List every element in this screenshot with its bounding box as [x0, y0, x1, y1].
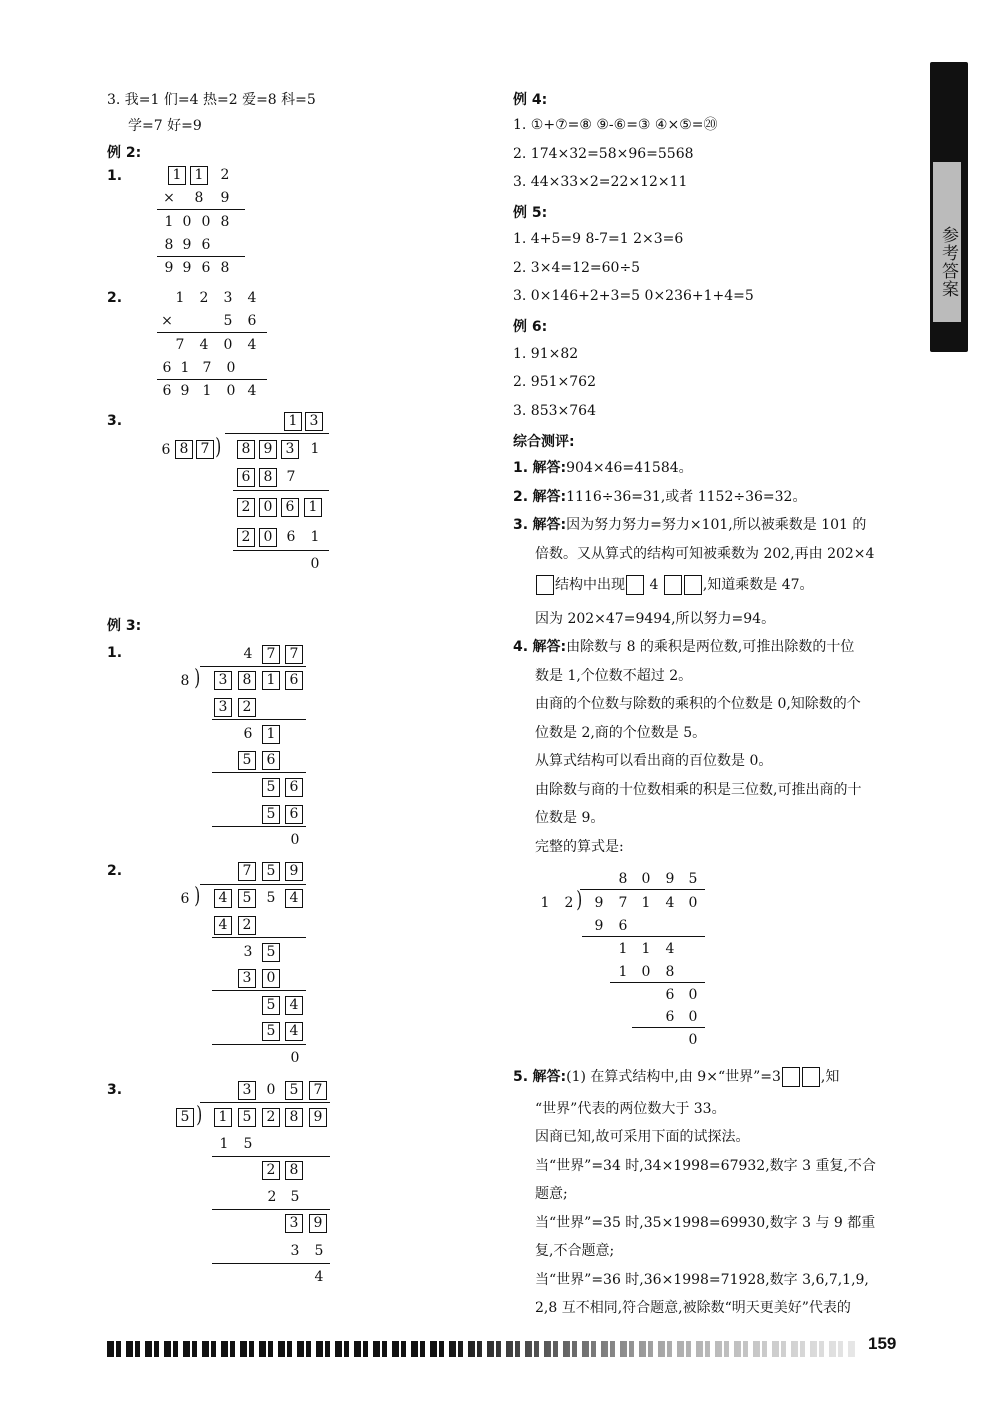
answer-5-line4: 当“世界”=34 时,34×1998=67932,数字 3 重复,不合 [535, 1158, 876, 1174]
digit-box: 8 [285, 1108, 303, 1127]
answer-text: 1116÷36=31,或者 1152÷36=32。 [566, 489, 807, 505]
side-tab-label: 参考答案 [938, 226, 958, 298]
division-bracket: ) [196, 1103, 203, 1128]
answer-5-line7: 复,不合题意; [535, 1243, 615, 1259]
digit: 0 [226, 360, 236, 376]
rule [157, 379, 267, 380]
digit-box: 2 [238, 916, 256, 935]
example3-heading: 例 3: [107, 618, 142, 634]
digit-box: 9 [309, 1214, 327, 1233]
digit: 9 [594, 895, 604, 911]
rule [212, 1044, 306, 1045]
digit: 1 [310, 529, 320, 545]
rule [212, 1209, 330, 1210]
rule [233, 550, 329, 551]
digit-box: 3 [214, 698, 232, 717]
answer-label: 解答: [532, 639, 567, 655]
answer-text: 4 [649, 577, 659, 593]
answer-4-line5: 从算式结构可以看出商的百位数是 0。 [535, 753, 773, 769]
answer-label: 解答: [532, 1069, 567, 1085]
digit-box: 2 [237, 498, 255, 517]
digit-box: 3 [305, 412, 323, 431]
rule [157, 256, 245, 257]
answer-text: ,知道乘数是 47。 [702, 577, 814, 593]
digit: 0 [223, 337, 233, 353]
digit: 9 [594, 918, 604, 934]
digit-box: 1 [284, 412, 302, 431]
digit: 7 [202, 360, 212, 376]
answer-4-line8: 完整的算式是: [535, 839, 624, 855]
digit-box: 8 [259, 468, 277, 487]
e3-item2-number: 2. [107, 863, 123, 879]
ex6-line3: 3. 853×764 [513, 403, 596, 419]
digit: 5 [223, 313, 233, 329]
digit-box: 3 [285, 1214, 303, 1233]
digit: 1 [175, 290, 185, 306]
answer-1 [513, 459, 693, 477]
example5-heading: 例 5: [513, 205, 548, 221]
digit: 9 [182, 260, 192, 276]
digit: 4 [243, 646, 253, 662]
answer-5-line6: 当“世界”=35 时,35×1998=69930,数字 3 与 9 都重 [535, 1215, 876, 1231]
answer-text: 结构中出现 [555, 577, 625, 593]
answer-text: 904×46=41584。 [566, 460, 693, 476]
digit-box: 9 [259, 440, 277, 459]
answer-text: 由除数与 8 的乘积是两位数,可推出除数的十位 [566, 639, 855, 655]
digit: 8 [180, 673, 190, 689]
digit: 4 [665, 895, 675, 911]
digit: 6 [161, 442, 171, 458]
digit: 0 [688, 1009, 698, 1025]
rule [157, 209, 245, 210]
e3-item1-number: 1. [107, 645, 123, 661]
digit: 6 [286, 529, 296, 545]
answer-label: 解答: [532, 489, 567, 505]
answer-5-line9: 2,8 互不相同,符合题意,被除数“明天更美好”代表的 [535, 1300, 851, 1316]
digit: 3 [243, 944, 253, 960]
digit: 3 [290, 1243, 300, 1259]
digit-box: 4 [285, 1022, 303, 1041]
digit: 0 [641, 871, 651, 887]
digit: 0 [290, 832, 300, 848]
division-bracket: ) [194, 884, 201, 909]
digit: 0 [688, 987, 698, 1003]
answer-4-line4: 位数是 2,商的个位数是 5。 [535, 725, 707, 741]
digit-box: 7 [196, 440, 214, 459]
digit: 0 [266, 1082, 276, 1098]
digit-box: 8 [237, 440, 255, 459]
rule [212, 937, 306, 938]
digit: 9 [220, 190, 230, 206]
rule [610, 982, 705, 983]
q3-line1: 3. 我=1 们=4 热=2 爱=8 科=5 [107, 92, 316, 108]
side-tab-panel [933, 162, 961, 322]
answer-5-line2: “世界”代表的两位数大于 33。 [535, 1101, 726, 1117]
digit-box: 3 [214, 671, 232, 690]
digit-box: 4 [214, 916, 232, 935]
digit-box: 2 [238, 698, 256, 717]
digit-box: 5 [285, 1081, 303, 1100]
digit: 6 [243, 726, 253, 742]
digit: 0 [226, 383, 236, 399]
answer-3 [513, 516, 866, 534]
blank-box [626, 575, 644, 595]
division-bracket: ) [194, 666, 201, 691]
rule [212, 719, 306, 720]
digit: 1 [540, 895, 550, 911]
division-bar [200, 1102, 330, 1103]
digit-box: 6 [285, 671, 303, 690]
blank-box [802, 1067, 820, 1087]
digit: 1 [219, 1136, 229, 1152]
digit: 5 [243, 1136, 253, 1152]
ex4-line1: 1. ①+⑦=⑧ ⑨-⑥=③ ④×⑤=⑳ [513, 117, 718, 133]
digit: 4 [665, 941, 675, 957]
review-heading: 综合测评: [513, 434, 575, 450]
digit: 1 [164, 214, 174, 230]
digit-box: 6 [285, 778, 303, 797]
digit: 8 [665, 964, 675, 980]
digit-box: 7 [285, 645, 303, 664]
rule [582, 936, 705, 937]
ex5-line2: 2. 3×4=12=60÷5 [513, 260, 641, 276]
ex5-line3: 3. 0×146+2+3=5 0×236+1+4=5 [513, 288, 754, 304]
digit-box: 7 [262, 645, 280, 664]
rule [212, 990, 306, 991]
digit-box: 5 [262, 943, 280, 962]
e3-item3-number: 3. [107, 1082, 123, 1098]
digit-box: 0 [259, 528, 277, 547]
answer-number: 1. [513, 460, 529, 476]
answer-label: 解答: [532, 460, 567, 476]
digit-box: 5 [262, 778, 280, 797]
digit: 1 [618, 964, 628, 980]
rule [212, 1156, 330, 1157]
answer-4-line6: 由除数与商的十位数相乘的积是三位数,可推出商的十 [535, 782, 862, 798]
digit: 6 [618, 918, 628, 934]
digit-box: 1 [214, 1108, 232, 1127]
digit: 4 [247, 290, 257, 306]
digit: 2 [564, 895, 574, 911]
e2-item1-number: 1. [107, 168, 123, 184]
answer-number: 5. [513, 1069, 529, 1085]
digit-box: 2 [262, 1108, 280, 1127]
digit-box: 7 [238, 862, 256, 881]
digit-box: 4 [214, 889, 232, 908]
times-sign: × [161, 313, 173, 329]
digit: 5 [688, 871, 698, 887]
digit-box: 3 [281, 440, 299, 459]
digit-box: 0 [262, 969, 280, 988]
times-sign: × [163, 190, 175, 206]
digit: 4 [199, 337, 209, 353]
division-bar [580, 889, 705, 890]
answer-5-line8: 当“世界”=36 时,36×1998=71928,数字 3,6,7,1,9, [535, 1272, 869, 1288]
ex6-line2: 2. 951×762 [513, 374, 596, 390]
division-bar [200, 884, 306, 885]
digit: 1 [641, 941, 651, 957]
digit: 1 [310, 441, 320, 457]
digit: 6 [247, 313, 257, 329]
digit: 0 [688, 1032, 698, 1048]
digit: 4 [247, 383, 257, 399]
answer-5-line3: 因商已知,故可采用下面的试探法。 [535, 1129, 750, 1145]
digit: 1 [618, 941, 628, 957]
footer-arrow-strip [107, 1341, 855, 1357]
e2-item2-number: 2. [107, 290, 123, 306]
digit-box: 1 [304, 498, 322, 517]
digit: 7 [286, 469, 296, 485]
digit-box: 8 [175, 440, 193, 459]
digit: 3 [223, 290, 233, 306]
division-bar [225, 433, 329, 434]
answer-text: 因为努力努力=努力×101,所以被乘数是 101 的 [566, 517, 867, 533]
page-number: 159 [868, 1334, 897, 1353]
digit-box: 5 [262, 1022, 280, 1041]
digit-box: 6 [281, 498, 299, 517]
digit: 7 [618, 895, 628, 911]
digit: 0 [641, 964, 651, 980]
example4-heading: 例 4: [513, 92, 548, 108]
digit: 8 [164, 237, 174, 253]
digit: 1 [641, 895, 651, 911]
digit-box: 5 [262, 862, 280, 881]
blank-box [782, 1067, 800, 1087]
digit-box: 2 [237, 528, 255, 547]
digit-box: 9 [285, 862, 303, 881]
answer-3-line3 [535, 575, 814, 595]
division-bracket: ) [576, 888, 583, 913]
digit: 0 [310, 556, 320, 572]
digit: 6 [162, 383, 172, 399]
answer-number: 4. [513, 639, 529, 655]
answer-2 [513, 488, 806, 506]
digit-box: 5 [176, 1108, 194, 1127]
digit-box: 4 [285, 889, 303, 908]
digit: 5 [266, 890, 276, 906]
digit-box: 6 [237, 468, 255, 487]
digit-box: 6 [262, 751, 280, 770]
digit-box: 0 [259, 498, 277, 517]
digit: 0 [290, 1050, 300, 1066]
digit: 1 [202, 383, 212, 399]
digit-box: 6 [285, 805, 303, 824]
example6-heading: 例 6: [513, 319, 548, 335]
digit: 2 [199, 290, 209, 306]
digit: 9 [665, 871, 675, 887]
digit-box: 7 [309, 1081, 327, 1100]
digit: 2 [220, 167, 230, 183]
rule [212, 1263, 330, 1264]
digit-box: 5 [238, 889, 256, 908]
ex4-line3: 3. 44×33×2=22×12×11 [513, 174, 688, 190]
digit: 9 [180, 383, 190, 399]
rule [632, 1027, 705, 1028]
division-bar [200, 666, 306, 667]
digit: 7 [175, 337, 185, 353]
digit: 0 [182, 214, 192, 230]
digit: 8 [618, 871, 628, 887]
digit: 6 [665, 1009, 675, 1025]
digit: 4 [247, 337, 257, 353]
answer-4-line7: 位数是 9。 [535, 810, 605, 826]
division-bracket: ) [215, 435, 222, 460]
digit: 9 [182, 237, 192, 253]
digit-box: 8 [238, 671, 256, 690]
answer-label: 解答: [532, 517, 567, 533]
digit: 2 [267, 1189, 277, 1205]
ex6-line1: 1. 91×82 [513, 346, 579, 362]
digit: 6 [180, 891, 190, 907]
answer-number: 3. [513, 517, 529, 533]
answer-4-line3: 由商的个位数与除数的乘积的个位数是 0,知除数的个 [535, 696, 861, 712]
digit: 6 [201, 237, 211, 253]
digit-box: 5 [262, 996, 280, 1015]
blank-box [664, 575, 682, 595]
side-tab [930, 62, 968, 352]
answer-3-line4: 因为 202×47=9494,所以努力=94。 [535, 611, 776, 627]
digit: 0 [201, 214, 211, 230]
digit-box: 5 [262, 805, 280, 824]
answer-text: (1) 在算式结构中,由 9×“世界”=3 [566, 1069, 781, 1085]
blank-box [536, 575, 554, 595]
digit-box: 2 [262, 1161, 280, 1180]
digit: 9 [164, 260, 174, 276]
digit: 8 [194, 190, 204, 206]
ex5-line1: 1. 4+5=9 8-7=1 2×3=6 [513, 231, 684, 247]
answer-number: 2. [513, 489, 529, 505]
answer-text: ,知 [820, 1069, 840, 1085]
e2-item3-number: 3. [107, 413, 123, 429]
answer-5 [513, 1067, 839, 1087]
digit-box: 3 [238, 969, 256, 988]
q3-line2: 学=7 好=9 [128, 118, 202, 134]
digit: 5 [290, 1189, 300, 1205]
digit-box: 1 [168, 166, 186, 185]
blank-box [684, 575, 702, 595]
rule [212, 772, 306, 773]
answer-4 [513, 638, 854, 656]
digit: 0 [688, 895, 698, 911]
digit-box: 1 [262, 725, 280, 744]
rule [157, 332, 267, 333]
digit: 8 [220, 260, 230, 276]
digit: 8 [220, 214, 230, 230]
digit-box: 1 [190, 166, 208, 185]
digit: 6 [201, 260, 211, 276]
answer-5-line5: 题意; [535, 1186, 568, 1202]
digit: 6 [162, 360, 172, 376]
rule [212, 826, 306, 827]
rule [233, 490, 329, 491]
answer-3-line2: 倍数。又从算式的结构可知被乘数为 202,再由 202×4 [535, 546, 875, 562]
answer-4-line2: 数是 1,个位数不超过 2。 [535, 668, 693, 684]
digit: 6 [665, 987, 675, 1003]
ex4-line2: 2. 174×32=58×96=5568 [513, 146, 694, 162]
digit-box: 3 [238, 1081, 256, 1100]
digit-box: 4 [285, 996, 303, 1015]
digit-box: 1 [262, 671, 280, 690]
digit: 5 [314, 1243, 324, 1259]
digit: 4 [314, 1269, 324, 1285]
digit: 1 [180, 360, 190, 376]
example2-heading: 例 2: [107, 145, 142, 161]
digit-box: 5 [238, 751, 256, 770]
digit-box: 9 [309, 1108, 327, 1127]
digit-box: 8 [285, 1161, 303, 1180]
digit-box: 5 [238, 1108, 256, 1127]
